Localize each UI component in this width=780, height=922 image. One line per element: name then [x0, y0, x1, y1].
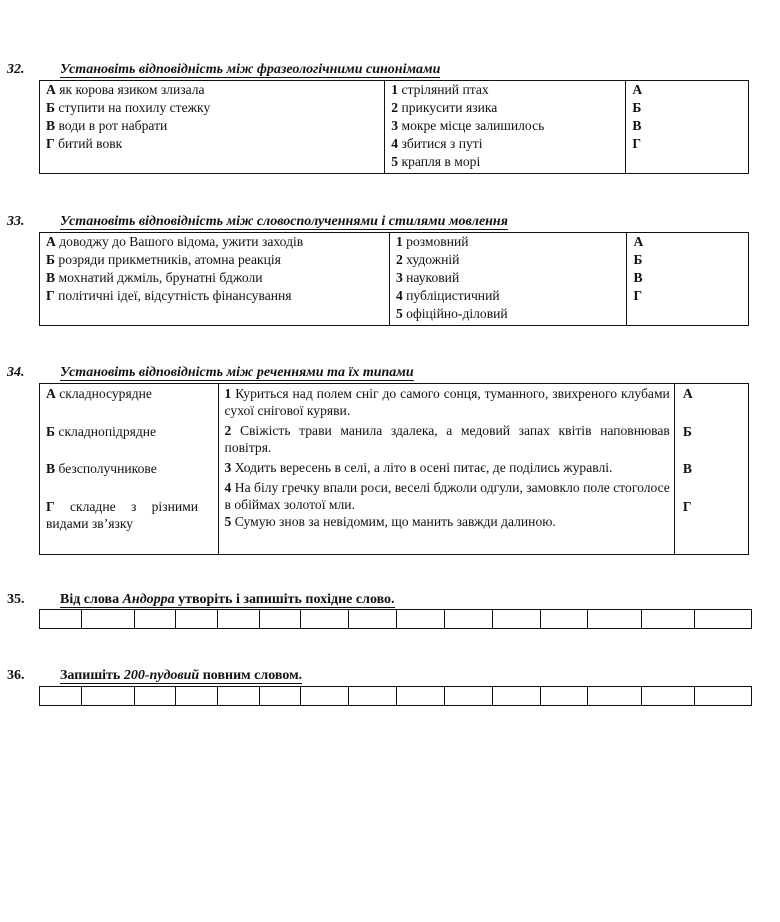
- list-item: 4 публіцистичний: [395, 288, 500, 303]
- answer-cell[interactable]: [694, 687, 751, 706]
- answer-letter: В: [633, 270, 643, 285]
- answer-cell[interactable]: [396, 687, 444, 706]
- list-item: 3 Ходить вересень в селі, а літо в осені питає, де поділись журавлі.: [224, 460, 613, 475]
- list-item: В безсполучникове: [46, 461, 157, 476]
- answer-cell[interactable]: [134, 687, 176, 706]
- question-number: 36.: [7, 668, 25, 683]
- answer-cell[interactable]: [301, 610, 349, 629]
- list-item: А доводжу до Вашого відома, ужити заходів: [46, 234, 304, 249]
- list-item: А як корова язиком злизала: [46, 82, 205, 97]
- answer-column: [627, 233, 749, 326]
- right-column: [218, 384, 674, 555]
- answer-letter: Б: [633, 252, 643, 267]
- answer-cell[interactable]: [217, 610, 259, 629]
- matching-table-34: [39, 383, 749, 555]
- answer-cell[interactable]: [540, 610, 588, 629]
- highlighted-word: Андорра: [122, 592, 175, 607]
- left-column: [40, 81, 385, 174]
- question-number: 32.: [7, 62, 25, 77]
- answer-cell[interactable]: [396, 610, 444, 629]
- list-item: 2 художній: [395, 252, 460, 267]
- answer-cell[interactable]: [588, 610, 641, 629]
- answer-cell[interactable]: [492, 687, 540, 706]
- answer-cell[interactable]: [259, 610, 301, 629]
- answer-cell[interactable]: [81, 610, 134, 629]
- list-item: Б складнопідрядне: [46, 424, 157, 439]
- answer-column: [674, 384, 748, 555]
- question-title: Установіть відповідність між фразеологічними синонімами: [60, 62, 441, 77]
- answer-cell[interactable]: [694, 610, 751, 629]
- answer-cell[interactable]: [540, 687, 588, 706]
- question-number: 35.: [7, 592, 25, 607]
- list-item: Г складне з різними видами зв’язку: [46, 499, 198, 531]
- answer-letter: А: [632, 82, 643, 97]
- answer-letter: Г: [633, 288, 643, 303]
- answer-cell[interactable]: [176, 687, 218, 706]
- answer-cell[interactable]: [492, 610, 540, 629]
- question-title: Установіть відповідність між реченнями та їх типами: [60, 365, 414, 380]
- highlighted-word: 200-пудовий: [123, 668, 200, 683]
- answer-cell[interactable]: [40, 610, 82, 629]
- answer-letter: В: [632, 118, 642, 133]
- right-column: [385, 81, 626, 174]
- list-item: 1 розмовний: [395, 234, 469, 249]
- question-title: Запишіть 200-пудовий повним словом.: [60, 668, 303, 683]
- list-item: 4 збитися з путі: [391, 136, 483, 151]
- answer-cell[interactable]: [40, 687, 82, 706]
- answer-cell[interactable]: [134, 610, 176, 629]
- answer-letter: Г: [682, 499, 692, 514]
- list-item: 5 офіційно-діловий: [395, 306, 508, 321]
- list-item: 3 науковий: [395, 270, 460, 285]
- list-item: В води в рот набрати: [46, 118, 168, 133]
- answer-grid-35[interactable]: [39, 609, 752, 629]
- answer-letter: Б: [682, 424, 692, 439]
- matching-table-32: [39, 80, 749, 174]
- list-item: В мохнатий джміль, брунатні бджоли: [46, 270, 263, 285]
- answer-column: [626, 81, 749, 174]
- question-title: Від слова Андорра утворіть і запишіть похідне слово.: [60, 592, 395, 607]
- answer-letter: А: [633, 234, 644, 249]
- answer-cell[interactable]: [349, 687, 397, 706]
- list-item: Г битий вовк: [46, 136, 123, 151]
- list-item: Б ступити на похилу стежку: [46, 100, 211, 115]
- question-number: 33.: [7, 214, 25, 229]
- answer-cell[interactable]: [349, 610, 397, 629]
- answer-cell[interactable]: [588, 687, 641, 706]
- right-column: [389, 233, 627, 326]
- question-title: Установіть відповідність між словосполученнями і стилями мовлення: [60, 214, 508, 229]
- answer-letter: А: [682, 386, 693, 401]
- answer-cell[interactable]: [641, 610, 694, 629]
- list-item: Г політичні ідеї, відсутність фінансування: [46, 288, 292, 303]
- list-item: Б розряди прикметників, атомна реакція: [46, 252, 281, 267]
- list-item: 2 Свіжість трави манила здалека, а медовий запах квітів наповнював повітря.: [224, 423, 670, 455]
- answer-cell[interactable]: [641, 687, 694, 706]
- left-column: [40, 384, 219, 555]
- answer-cell[interactable]: [259, 687, 301, 706]
- answer-cell[interactable]: [444, 610, 492, 629]
- answer-letter: Б: [632, 100, 642, 115]
- answer-cell[interactable]: [301, 687, 349, 706]
- list-item: 3 мокре місце залишилось: [391, 118, 545, 133]
- list-item: 2 прикусити язика: [391, 100, 498, 115]
- answer-cell[interactable]: [444, 687, 492, 706]
- answer-letter: Г: [632, 136, 642, 151]
- answer-grid-36[interactable]: [39, 686, 752, 706]
- list-item: 5 крапля в морі: [391, 154, 481, 169]
- left-column: [40, 233, 390, 326]
- answer-cell[interactable]: [81, 687, 134, 706]
- answer-letter: В: [682, 461, 692, 476]
- list-item: 5 Сумую знов за невідомим, що манить завжди далиною.: [224, 514, 556, 529]
- answer-cell[interactable]: [217, 687, 259, 706]
- question-number: 34.: [7, 365, 25, 380]
- list-item: 1 Куриться над полем сніг до самого сонця, туманного, звихреного клубами сухої снігової куряви.: [224, 386, 670, 418]
- list-item: 4 На білу гречку впали роси, веселі бджоли одгули, замовкло поле стоголосе в обіймах золотої мли.: [224, 480, 670, 512]
- list-item: 1 стріляний птах: [391, 82, 489, 97]
- matching-table-33: [39, 232, 749, 326]
- list-item: А складносурядне: [46, 386, 152, 401]
- answer-cell[interactable]: [176, 610, 218, 629]
